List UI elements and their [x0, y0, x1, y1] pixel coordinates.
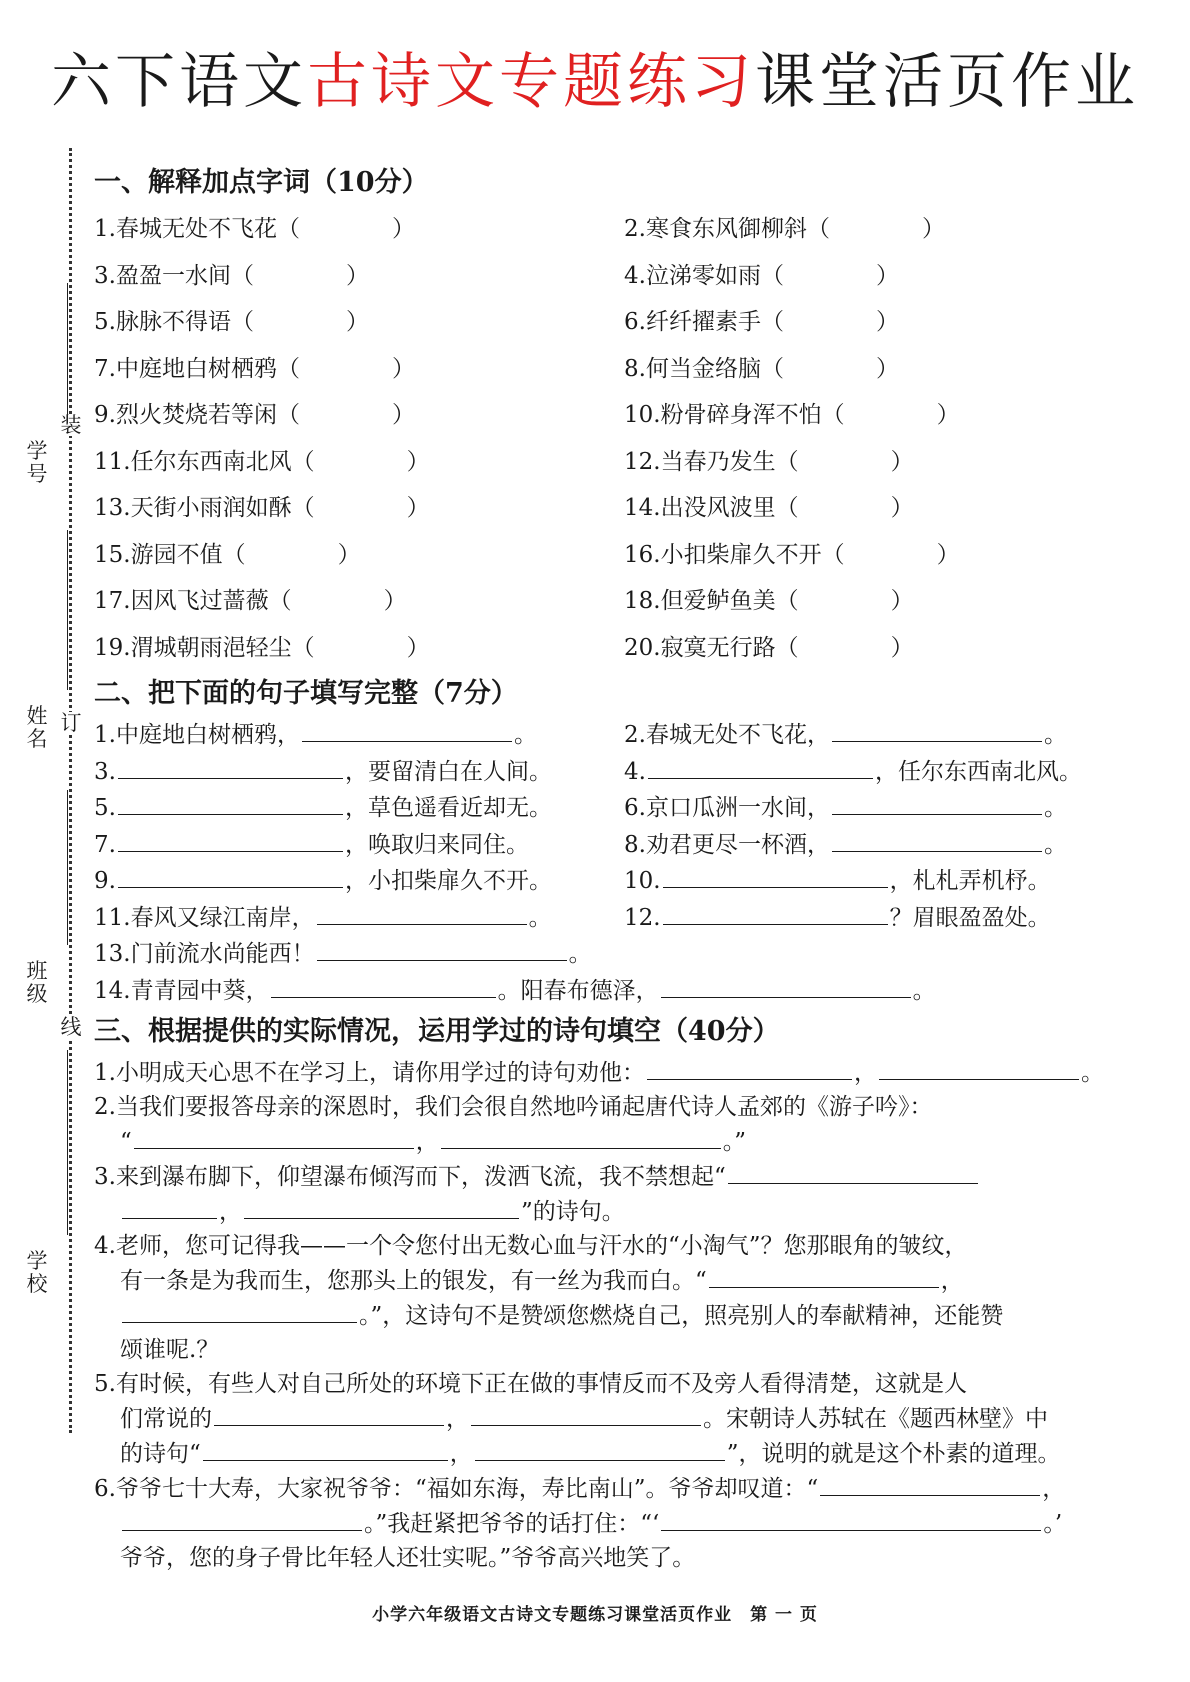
class-line	[67, 790, 68, 945]
answer-blank[interactable]	[663, 863, 888, 888]
s1-item[interactable]: 9.烈火焚烧若等闲（ ）	[94, 402, 415, 428]
answer-blank[interactable]	[663, 900, 888, 925]
s1-item[interactable]: 11.任尔东西南北风（ ）	[94, 448, 430, 475]
answer-blank[interactable]	[118, 863, 343, 888]
school-label: 学校	[26, 1249, 48, 1296]
s1-item[interactable]: 8.何当金络脑（ ）	[624, 355, 899, 382]
class-label: 班级	[26, 959, 48, 1006]
answer-blank[interactable]	[648, 754, 873, 779]
answer-blank[interactable]	[118, 754, 343, 779]
answer-blank[interactable]	[832, 827, 1042, 852]
s3-q6-line3: 爷爷，您的身子骨比年轻人还壮实呢。”爷爷高兴地笑了。	[120, 1545, 696, 1571]
binding-word-xian: 线	[60, 1015, 82, 1039]
s1-item[interactable]: 17.因风飞过蔷薇（ ）	[94, 588, 407, 614]
s2-item: 2.春城无处不飞花， 。	[624, 717, 1154, 754]
s2-item: 12. ？眉眼盈盈处。	[624, 900, 1154, 937]
s2-item: 8.劝君更尽一杯酒， 。	[624, 827, 1154, 864]
answer-blank[interactable]	[647, 1055, 852, 1080]
answer-blank[interactable]	[317, 936, 567, 961]
student-id-label: 学号	[26, 439, 48, 486]
answer-blank[interactable]	[728, 1159, 978, 1184]
student-name-label: 姓名	[26, 704, 48, 751]
page-footer: 小学六年级语文古诗文专题练习课堂活页作业 第 一 页	[372, 1605, 818, 1625]
school-line	[67, 1050, 68, 1235]
answer-blank[interactable]	[122, 1194, 217, 1219]
section-2-items	[94, 717, 1156, 936]
s2-item-13: 13.门前流水尚能西！ 。	[94, 936, 1156, 973]
student-name-line	[67, 530, 68, 690]
s1-item[interactable]: 14.出没风波里（ ）	[624, 495, 914, 521]
student-id-line	[67, 283, 68, 423]
section-3-title: 三、根据提供的实际情况，运用学过的诗句填空（40分）	[94, 1016, 780, 1047]
answer-blank[interactable]	[244, 1194, 519, 1219]
s3-q4-line2: 有一条是为我而生，您那头上的银发，有一丝为我而白。“ ，	[94, 1263, 1156, 1298]
s3-q3-line1: 3.来到瀑布脚下，仰望瀑布倾泻而下，泼洒飞流，我不禁想起“	[94, 1159, 1156, 1194]
section-3-items	[94, 1055, 1156, 1575]
answer-blank[interactable]	[661, 973, 911, 998]
answer-blank[interactable]	[471, 1401, 701, 1426]
s2-item: 7. ，唤取归来同住。	[94, 827, 624, 864]
s2-item: 1.中庭地白树栖鸦， 。	[94, 717, 624, 754]
answer-blank[interactable]	[203, 1436, 448, 1461]
s3-q5-line3: 的诗句“ ， ”，说明的就是这个朴素的道理。	[94, 1436, 1156, 1471]
answer-blank[interactable]	[118, 827, 343, 852]
s1-item[interactable]: 10.粉骨碎身浑不怕（ ）	[624, 402, 960, 428]
answer-blank[interactable]	[118, 790, 343, 815]
binding-word-zhuang: 装	[60, 413, 82, 437]
s3-q5-line1: 5.有时候，有些人对自己所处的环境下正在做的事情反而不及旁人看得清楚，这就是人	[94, 1371, 967, 1397]
answer-blank[interactable]	[122, 1506, 362, 1531]
s3-q5-line2: 们常说的 ， 。宋朝诗人苏轼在《题西林壁》中	[94, 1401, 1156, 1436]
s1-item[interactable]: 12.当春乃发生（ ）	[624, 448, 914, 475]
s2-item: 3. ，要留清白在人间。	[94, 754, 624, 791]
s1-item[interactable]: 6.纤纤擢素手（ ）	[624, 309, 899, 335]
answer-blank[interactable]	[879, 1055, 1079, 1080]
s2-item: 10. ，札札弄机杼。	[624, 863, 1154, 900]
page-title	[0, 47, 1190, 117]
s3-q2-line1: 2.当我们要报答母亲的深恩时，我们会很自然地吟诵起唐代诗人孟郊的《游子吟》：	[94, 1094, 933, 1120]
answer-blank[interactable]	[214, 1401, 444, 1426]
section-1-items	[94, 206, 1156, 671]
worksheet-content	[94, 160, 1156, 1575]
s1-item[interactable]: 18.但爱鲈鱼美（ ）	[624, 588, 914, 614]
answer-blank[interactable]	[820, 1471, 1040, 1496]
s2-item-14: 14.青青园中葵， 。阳春布德泽， 。	[94, 973, 1156, 1010]
title-part-2: 古诗文专题练习	[307, 47, 755, 117]
answer-blank[interactable]	[271, 973, 496, 998]
s1-item[interactable]: 19.渭城朝雨浥轻尘（ ）	[94, 634, 430, 661]
answer-blank[interactable]	[134, 1124, 414, 1149]
title-part-1: 六下语文	[51, 47, 307, 117]
answer-blank[interactable]	[122, 1298, 357, 1323]
s1-item[interactable]: 7.中庭地白树栖鸦（ ）	[94, 355, 415, 382]
s2-item: 11.春风又绿江南岸， 。	[94, 900, 624, 937]
s3-q6-line2: 。”我赶紧把爷爷的话打住：“‘ 。’	[94, 1506, 1156, 1541]
answer-blank[interactable]	[832, 717, 1042, 742]
answer-blank[interactable]	[302, 717, 512, 742]
s2-item: 4. ，任尔东西南北风。	[624, 754, 1154, 791]
answer-blank[interactable]	[709, 1263, 939, 1288]
title-part-3: 课堂活页作业	[755, 47, 1139, 117]
s2-item: 5. ，草色遥看近却无。	[94, 790, 624, 827]
section-1-title: 一、解释加点字词（10分）	[94, 167, 429, 198]
binding-word-ding: 订	[60, 711, 82, 735]
answer-blank[interactable]	[317, 900, 527, 925]
s1-item[interactable]: 3.盈盈一水间（ ）	[94, 262, 369, 289]
s2-item: 6.京口瓜洲一水间， 。	[624, 790, 1154, 827]
s1-item[interactable]: 15.游园不值（ ）	[94, 541, 361, 568]
s3-q4-line3: 。”，这诗句不是赞颂您燃烧自己，照亮别人的奉献精神，还能赞	[94, 1298, 1156, 1333]
s3-q3-line2: ， ”的诗句。	[94, 1194, 1156, 1229]
s1-item[interactable]: 5.脉脉不得语（ ）	[94, 309, 369, 335]
s3-q6-line1: 6.爷爷七十大寿，大家祝爷爷：“福如东海，寿比南山”。爷爷却叹道：“ ，	[94, 1471, 1156, 1506]
s3-q2-line2: “ ， 。”	[94, 1124, 1156, 1159]
s3-q4-line1: 4.老师，您可记得我——一个令您付出无数心血与汗水的“小淘气”？您那眼角的皱纹，	[94, 1233, 968, 1259]
answer-blank[interactable]	[475, 1436, 725, 1461]
s1-item[interactable]: 1.春城无处不飞花（ ）	[94, 216, 415, 242]
s1-item[interactable]: 16.小扣柴扉久不开（ ）	[624, 541, 960, 568]
binding-line	[69, 148, 72, 1433]
answer-blank[interactable]	[441, 1124, 721, 1149]
section-2-title: 二、把下面的句子填写完整（7分）	[94, 678, 518, 709]
s1-item[interactable]: 20.寂寞无行路（ ）	[624, 634, 914, 661]
s1-item[interactable]: 13.天街小雨润如酥（ ）	[94, 495, 430, 521]
s2-item: 9. ，小扣柴扉久不开。	[94, 863, 624, 900]
answer-blank[interactable]	[832, 790, 1042, 815]
answer-blank[interactable]	[661, 1506, 1041, 1531]
s3-q4-line4: 颂谁呢.？	[120, 1337, 220, 1363]
s3-q1: 1.小明成天心思不在学习上，请你用学过的诗句劝他： ， 。	[94, 1055, 1156, 1090]
s1-item[interactable]: 4.泣涕零如雨（ ）	[624, 262, 899, 289]
s1-item[interactable]: 2.寒食东风御柳斜（ ）	[624, 216, 945, 242]
